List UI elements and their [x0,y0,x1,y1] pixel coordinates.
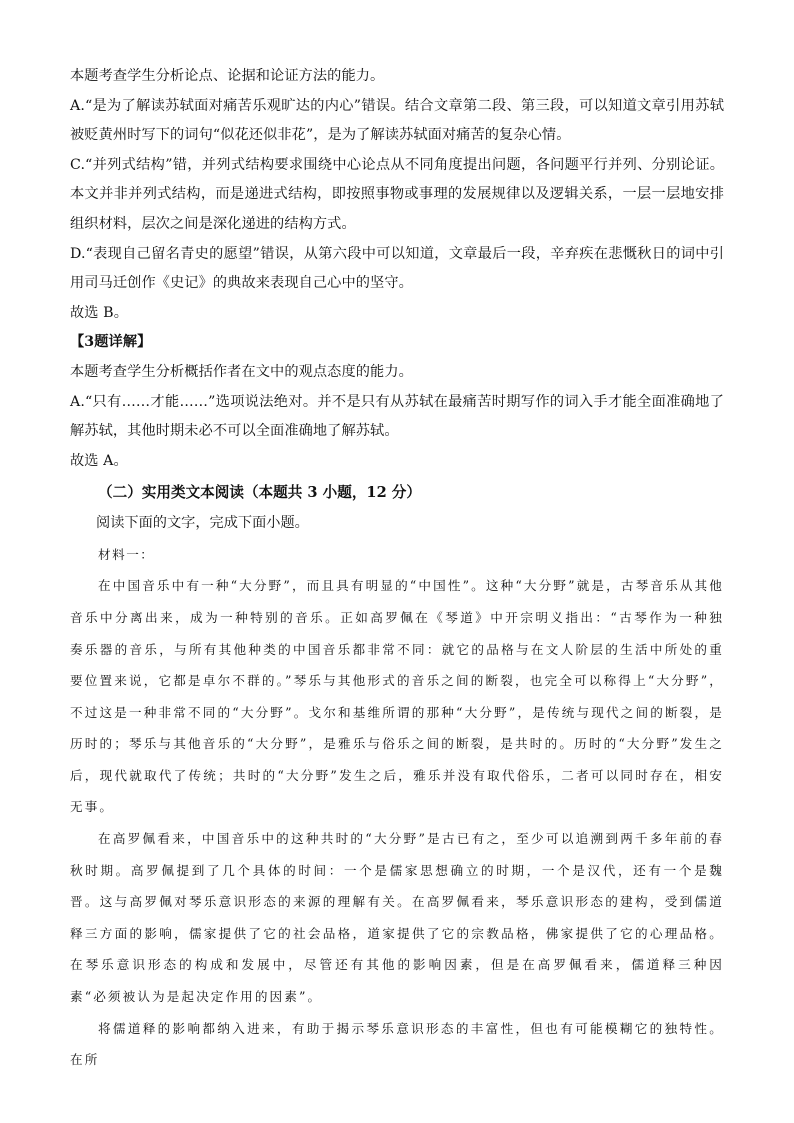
question-3-option-a: A.“只有……才能……”选项说法绝对。并不是只有从苏轼在最痛苦时期写作的词入手才能全面准确地了解苏轼，其他时期未必不可以全面准确地了解苏轼。 [70,393,724,440]
material-paragraph-1: 在中国音乐中有一种“大分野”，而且具有明显的“中国性”。这种“大分野”就是，古琴音乐从其他音乐中分离出来，成为一种特别的音乐。正如高罗佩在《琴道》中开宗明义指出：“古琴作为一种独奏乐器的音乐，与所有其他种类的中国音乐都非常不同：就它的品格与在文人阶层的生活中所处的重要位置来说，它都是卓尔不群的。”琴乐与其他形式的音乐之间的断裂，也完全可以称得上“大分野”，不过这是一种非常不同的“大分野”。戈尔和基维所谓的那种“大分野”，是传统与现代之间的断裂，是历时的；琴乐与其他音乐的“大分野”，是雅乐与俗乐之间的断裂，是共时的。历时的“大分野”发生之后，现代就取代了传统；共时的“大分野”发生之后，雅乐并没有取代俗乐，二者可以同时存在，相安无事。 [70,578,724,815]
section-title: （二）实用类文本阅读（本题共 3 小题，12 分） [98,484,421,502]
analysis-option-d: D.“表现自己留名青史的愿望”错误，从第六段中可以知道，文章最后一段，辛弃疾在悲慨秋日的词中引用司马迁创作《史记》的典故来表现自己心中的坚守。 [70,245,724,292]
material-label: 材料一： [98,547,155,563]
answer-b: 故选 B。 [70,304,128,321]
question-3-heading: 【3题详解】 [70,334,152,351]
analysis-paragraph-1: 本题考查学生分析论点、论据和论证方法的能力。 [70,68,385,84]
answer-a: 故选 A。 [70,452,128,469]
analysis-option-a: A.“是为了解读苏轼面对痛苦乐观旷达的内心”错误。结合文章第二段、第三段，可以知道文章引用苏轼被贬黄州时写下的词句“似花还似非花”，是为了解读苏轼面对痛苦的复杂心情。 [70,97,724,144]
question-3-intro: 本题考查学生分析概括作者在文中的观点态度的能力。 [70,363,413,380]
material-paragraph-3: 将儒道释的影响都纳入进来，有助于揭示琴乐意识形态的丰富性，但也有可能模糊它的独特性。在所 [70,1020,724,1068]
analysis-option-c: C.“并列式结构”错，并列式结构要求围绕中心论点从不同角度提出问题，各问题平行并列、分别论证。本文并非并列式结构，而是递进式结构，即按照事物或事理的发展规律以及逻辑关系，一层一层地安排组织材料，层次之间是深化递进的结构方式。 [70,156,724,232]
reading-instruction: 阅读下面的文字，完成下面小题。 [96,515,309,532]
material-paragraph-2: 在高罗佩看来，中国音乐中的这种共时的“大分野”是古已有之，至少可以追溯到两千多年前的春秋时期。高罗佩提到了几个具体的时间：一个是儒家思想确立的时期，一个是汉代，还有一个是魏晋。这与高罗佩对琴乐意识形态的来源的理解有关。在高罗佩看来，琴乐意识形态的建构，受到儒道释三方面的影响，儒家提供了它的社会品格，道家提供了它的宗教品格，佛家提供了它的心理品格。在琴乐意识形态的构成和发展中，尽管还有其他的影响因素，但是在高罗佩看来，儒道释三种因素“必须被认为是起决定作用的因素”。 [70,831,724,1005]
